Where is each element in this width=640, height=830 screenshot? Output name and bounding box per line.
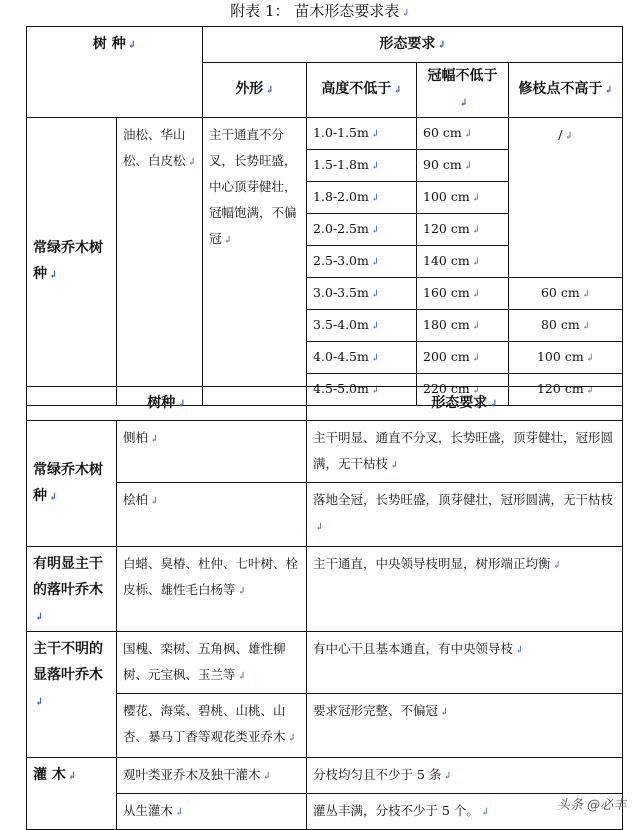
height-cell: 2.0-2.5m ↲ <box>307 214 417 246</box>
group-label-shrub: 灌 木 ↲ <box>27 758 117 830</box>
watermark: 头条 @必丰 <box>556 798 626 813</box>
prune-cell: 120 cm ↲ <box>509 374 623 406</box>
crown-cell: 200 cm ↲ <box>417 342 509 374</box>
requirement-cell: 有中心干且基本通直，有中央领导枝 ↲ <box>307 632 623 694</box>
species-cell: 从生灌木 ↲ <box>117 794 307 830</box>
species-cell: 桧柏 ↲ <box>117 483 307 547</box>
header-min-crown: 冠幅不低于↲ <box>417 63 509 118</box>
species-cell: 白蜡、臭椿、杜仲、七叶树、栓皮栎、雄性毛白杨等 ↲ <box>117 547 307 632</box>
crown-cell: 160 cm ↲ <box>417 278 509 310</box>
requirement-cell: 落地全冠，长势旺盛，顶芽健壮，冠形圆满，无干枯枝↲ <box>307 483 623 547</box>
height-cell: 2.5-3.0m ↲ <box>307 246 417 278</box>
crown-cell: 140 cm ↲ <box>417 246 509 278</box>
species-pines: 油松、华山松、白皮松 ↲ <box>117 118 203 406</box>
seedling-table-others <box>26 386 623 830</box>
requirement-cell: 主干明显、通直不分叉，长势旺盛，顶芽健壮，冠形圆满，无干枯枝 ↲ <box>307 421 623 483</box>
height-cell: 4.0-4.5m ↲ <box>307 342 417 374</box>
height-cell: 1.0-1.5m ↲ <box>307 118 417 150</box>
species-cell: 侧柏 ↲ <box>117 421 307 483</box>
crown-cell: 120 cm ↲ <box>417 214 509 246</box>
height-cell: 3.5-4.0m ↲ <box>307 310 417 342</box>
height-cell: 3.0-3.5m ↲ <box>307 278 417 310</box>
seedling-table-conifers <box>26 26 623 406</box>
group-label-deciduous-nomain: 主干不明的显落叶乔木↲ <box>27 632 117 758</box>
header-shape: 外形 ↲ <box>203 63 307 118</box>
requirement-cell: 要求冠形完整、不偏冠 ↲ <box>307 694 623 758</box>
group-label-deciduous-main: 有明显主干的落叶乔木↲ <box>27 547 117 632</box>
crown-cell: 90 cm ↲ <box>417 150 509 182</box>
header-species: 树 种 ↲ <box>27 27 203 118</box>
requirement-cell: 分枝均匀且不少于 5 条 ↲ <box>307 758 623 794</box>
header-morphology-2: 形态要求 ↲ <box>307 387 623 421</box>
crown-cell: 220 cm ↲ <box>417 374 509 406</box>
header-max-prune: 修枝点不高于 ↲ <box>509 63 623 118</box>
header-morphology: 形态要求 ↲ <box>203 27 623 63</box>
prune-cell: 60 cm ↲ <box>509 278 623 310</box>
height-cell: 4.5-5.0m ↲ <box>307 374 417 406</box>
prune-cell-none: / ↲ <box>509 118 623 278</box>
header-min-height: 高度不低于 ↲ <box>307 63 417 118</box>
prune-cell: 100 cm ↲ <box>509 342 623 374</box>
group-label-evergreen: 常绿乔木树种 ↲ <box>27 118 117 406</box>
requirement-cell: 主干通直，中央领导枝明显，树形端正均衡 ↲ <box>307 547 623 632</box>
shape-description: 主干通直不分叉，长势旺盛，中心顶芽健壮，冠幅饱满，不偏冠 ↲ <box>203 118 307 406</box>
height-cell: 1.5-1.8m ↲ <box>307 150 417 182</box>
species-cell: 国槐、栾树、五角枫、雄性柳树、元宝枫、玉兰等 ↲ <box>117 632 307 694</box>
crown-cell: 180 cm ↲ <box>417 310 509 342</box>
prune-cell: 80 cm ↲ <box>509 310 623 342</box>
header-species-2: 树种 ↲ <box>27 387 307 421</box>
table-title: 附表 1： 苗木形态要求表 ↲ <box>230 2 410 20</box>
height-cell: 1.8-2.0m ↲ <box>307 182 417 214</box>
species-cell: 樱花、海棠、碧桃、山桃、山杏、暴马丁香等观花类亚乔木 ↲ <box>117 694 307 758</box>
crown-cell: 60 cm ↲ <box>417 118 509 150</box>
requirement-cell: 灌丛丰满，分枝不少于 5 个。 ↲ <box>307 794 623 830</box>
crown-cell: 100 cm ↲ <box>417 182 509 214</box>
species-cell: 观叶类亚乔木及独干灌木 ↲ <box>117 758 307 794</box>
group-label-evergreen-2: 常绿乔木树种 ↲ <box>27 421 117 547</box>
